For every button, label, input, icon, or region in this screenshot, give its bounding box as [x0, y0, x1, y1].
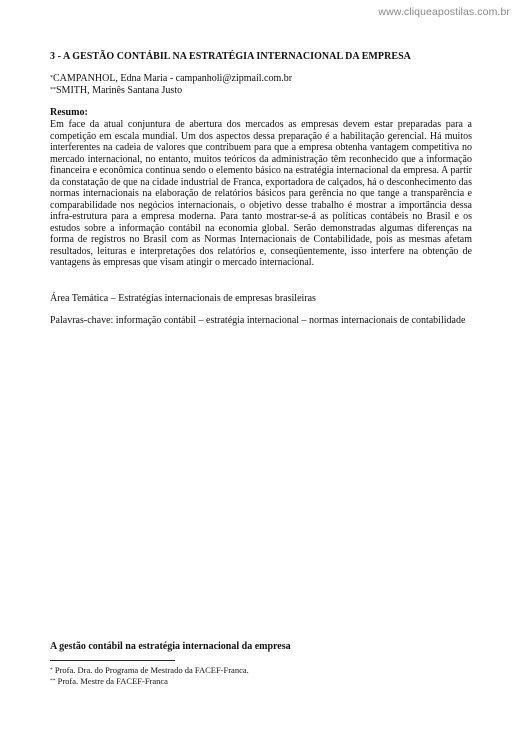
footnote-divider — [50, 660, 175, 661]
site-url[interactable]: www.cliqueapostilas.com.br — [378, 6, 510, 18]
footnote-2 — [50, 676, 249, 687]
footnote-1 — [50, 665, 249, 676]
author-1 — [50, 73, 472, 85]
keywords: Palavras-chave: informação contábil – estratégia internacional – normas internacionais de contabilidade — [50, 314, 466, 326]
author-1-text: CAMPANHOL, Edna Maria - campanholi@zipmail.com.br — [53, 73, 293, 84]
footnotes — [50, 665, 249, 686]
footnote-2-text: Profa. Mestre da FACEF-Franca — [55, 675, 168, 686]
abstract-heading: Resumo: — [50, 107, 88, 118]
author-2 — [50, 85, 472, 97]
paper-title: 3 - A GESTÃO CONTÁBIL NA ESTRATÉGIA INTERNACIONAL DA EMPRESA — [50, 51, 411, 62]
theme-area: Área Temática – Estratégias internacionais de empresas brasileiras — [50, 292, 316, 304]
footnote-1-text: Profa. Dra. do Programa de Mestrado da FACEF-Franca. — [52, 665, 249, 675]
abstract-text: Em face da atual conjuntura de abertura dos mercados as empresas devem estar preparadas para a competição em escala mundial. Um dos aspectos dessa preparação é a habilitação gerencial. Há muitos interferentes na cadeia de valores que contribuem para que a empresa obtenha vantagem competitiva no mercado internacional, no entanto, muitos teóricos da administração têm reconhecido que a informação financeira e econômica continua sendo o elemento básico na estratégia internacional da empresa. A partir da constatação de que na cidade industrial de Franca, exportadora de calçados, há o desconhecimento das normas internacionais na elaboração de relatórios básicos para gerência no que tange a transparência e comparabilidade nos negócios internacionais, o objetivo desse trabalho é mostrar a importância dessa infra-estrutura para a empresa moderna. Para tanto mostrar-se-á as políticas contábeis no Brasil e os estudos sobre a informação contábil na economia global. Serão demonstradas algumas diferenças na forma de registros no Brasil com as Normas Internacionais de Contabilidade, pois as mesmas afetam resultados, leituras e interpretações dos relatórios e, conseqüentemente, isso interfere na obtenção de vantagens às empresas que visam atingir o mercado internacional. — [50, 119, 472, 268]
footnote-2-marker: ** — [50, 677, 56, 684]
author-2-text: SMITH, Marinês Santana Justo — [56, 85, 183, 96]
footnote-1-marker: * — [50, 667, 53, 673]
author-2-marker: ** — [50, 87, 56, 93]
section-title: A gestão contábil na estratégia internacional da empresa — [50, 641, 291, 652]
document-page — [50, 50, 472, 326]
author-1-marker: * — [50, 75, 53, 81]
